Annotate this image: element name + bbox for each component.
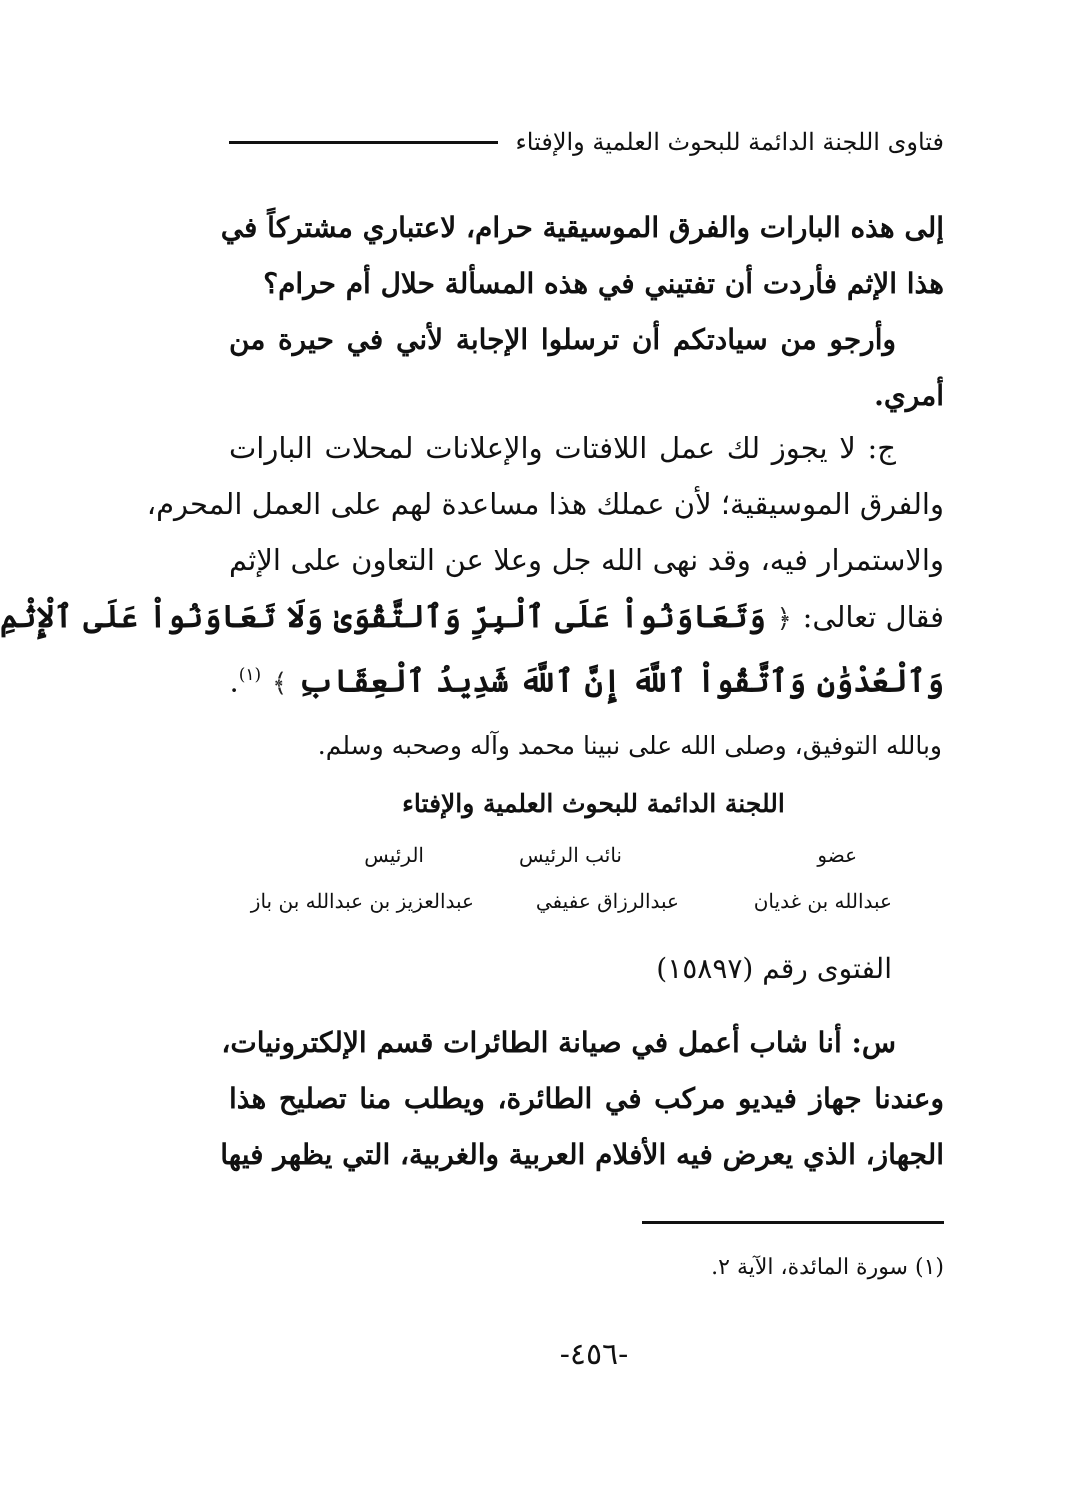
footnote-reference: (١) [238, 665, 262, 685]
question2-line: وعندنا جهاز فيديو مركب في الطائرة، ويطلب منا تصليح هذا [229, 1082, 944, 1115]
verse-text: وَتَعَاوَنُواْ عَلَى ٱلْبِرِّ وَٱلتَّقْوَىٰ وَلَا تَعَاوَنُواْ عَلَى ٱلْإِثْمِ [0, 599, 766, 635]
footnote-rule [642, 1221, 944, 1224]
answer-paragraph [0, 420, 944, 704]
signatory-title: الرئيس [364, 843, 424, 867]
signatory-name: عبدالعزيز بن عبدالله بن باز [250, 889, 474, 913]
answer-line: ج: لا يجوز لك عمل اللافتات والإعلانات لمحلات البارات [229, 431, 896, 465]
answer-line: والفرق الموسيقية؛ لأن عملك هذا مساعدة لهم على العمل المحرم، [146, 487, 944, 521]
verse-line [229, 646, 944, 704]
signatory-title: نائب الرئيس [518, 843, 622, 867]
question-line: وأرجو من سيادتكم أن ترسلوا الإجابة لأني في حيرة من [229, 323, 896, 356]
question-line: إلى هذه البارات والفرق الموسيقية حرام، لاعتباري مشتركاً في [220, 211, 944, 244]
committee-name: اللجنة الدائمة للبحوث العلمية والإفتاء [402, 789, 785, 818]
signatory-name: عبدالله بن غديان [753, 889, 892, 913]
header-rule [229, 141, 498, 144]
verse-open-bracket: ﴿ [776, 604, 792, 634]
verse-intro: فقال تعالى: [802, 600, 944, 634]
question2-paragraph [220, 1015, 944, 1183]
footnote: (١) سورة المائدة، الآية ٢. [711, 1255, 944, 1280]
page-number: -٤٥٦- [559, 1337, 629, 1372]
verse-line [0, 588, 944, 646]
verse-text: وَٱلْعُدْوَٰنِ وَٱتَّقُواْ ٱللَّهَ إِنَّ ٱللَّهَ شَدِيدُ ٱلْعِقَابِ [297, 663, 944, 700]
verse-end-period: . [229, 664, 239, 699]
signatory-name: عبدالرزاق عفيفي [535, 889, 679, 913]
answer-line: والاستمرار فيه، وقد نهى الله جل وعلا عن التعاون على الإثم [229, 543, 944, 577]
running-header [229, 128, 944, 156]
question-line: هذا الإثم فأردت أن تفتيني في هذه المسألة حلال أم حرام؟ [263, 267, 944, 300]
fatwa-number: الفتوى رقم (١٥٨٩٧) [656, 952, 892, 985]
closing-line: وبالله التوفيق، وصلى الله على نبينا محمد وآله وصحبه وسلم. [317, 731, 942, 760]
question2-line: س: أنا شاب أعمل في صيانة الطائرات قسم الإلكترونيات، [221, 1026, 896, 1059]
signatory-title: عضو [817, 843, 857, 867]
question-paragraph [220, 200, 944, 424]
question-line: أمري. [874, 379, 944, 412]
question2-line: الجهاز، الذي يعرض فيه الأفلام العربية والغربية، التي يظهر فيها [220, 1138, 944, 1171]
running-title: فتاوى اللجنة الدائمة للبحوث العلمية والإفتاء [515, 128, 944, 156]
verse-close-bracket: ﴾ [271, 668, 288, 699]
